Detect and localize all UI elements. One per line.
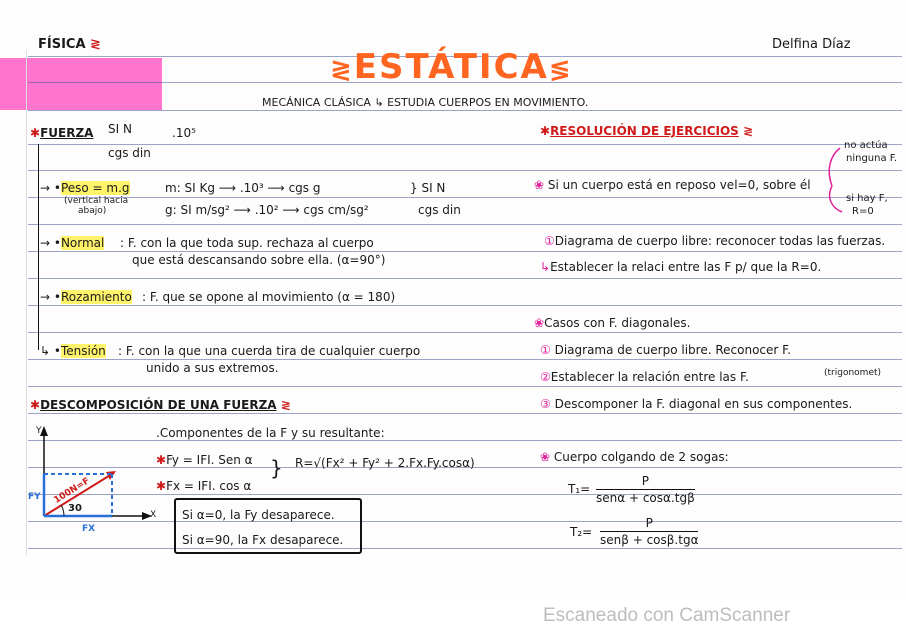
t2-fraction: P senβ + cosβ.tgα xyxy=(600,516,699,547)
condition-2: Si α=90, la Fx desaparece. xyxy=(182,533,344,547)
axis-x-label: X xyxy=(150,510,157,520)
componentes-intro: .Componentes de la F y su resultante: xyxy=(156,426,385,440)
fy-formula: ✱Fy = IFI. Sen α xyxy=(156,453,253,467)
step-2: ↳Establecer la relaci entre las F p/ que la R=0. xyxy=(540,260,822,274)
author-name: Delfina Díaz xyxy=(772,37,851,52)
peso-label: → •Peso = m.g xyxy=(40,181,130,195)
tension-label: ↳ •Tensión xyxy=(40,344,106,358)
fuerza-cgs: cgs din xyxy=(108,146,151,160)
subject-label: FÍSICA ≷ xyxy=(38,37,101,52)
r-zero: R=0 xyxy=(852,206,874,217)
fuerza-si: SI N xyxy=(108,122,132,136)
axis-y-label: Y xyxy=(36,426,42,436)
rest-line: ❀ Si un cuerpo está en reposo vel=0, sobre él xyxy=(534,178,811,192)
peso-m-line: m: SI Kg ⟶ .10³ ⟶ cgs g xyxy=(165,181,321,195)
fx-formula: ✱Fx = IFI. cos α xyxy=(156,479,252,493)
resultant-formula: R=√(Fx² + Fy² + 2.Fx.Fy.cosα) xyxy=(295,456,475,470)
fx-label: FX xyxy=(82,524,96,534)
force-label: 100N=F xyxy=(52,476,92,506)
ninguna: ninguna F. xyxy=(846,153,898,164)
cuerpo-heading: ❀ Cuerpo colgando de 2 sogas: xyxy=(540,450,729,464)
peso-si-n: } SI N xyxy=(410,181,446,195)
peso-cgs-din: cgs din xyxy=(418,203,461,217)
resolucion-heading: ✱RESOLUCIÓN DE EJERCICIOS ≷ xyxy=(540,124,754,138)
descomposicion-heading: ✱DESCOMPOSICIÓN DE UNA FUERZA ≷ xyxy=(30,398,291,412)
tension-line-2: unido a sus extremos. xyxy=(146,361,279,375)
fuerza-heading: ✱FUERZA xyxy=(30,126,94,140)
angle-label: 30 xyxy=(68,503,82,514)
casos-heading: ❀Casos con F. diagonales. xyxy=(534,316,691,330)
step-1: ①Diagrama de cuerpo libre: reconocer todas las fuerzas. xyxy=(544,234,886,248)
casos-step-3: ③ Descomponer la F. diagonal en sus componentes. xyxy=(540,397,853,411)
watermark: Escaneado con CamScanner xyxy=(543,605,791,626)
peso-note-2: abajo) xyxy=(78,206,107,216)
trigonometry-note: (trigonomet) xyxy=(824,368,882,378)
peso-g-line: g: SI m/sg² ⟶ .10² ⟶ cgs cm/sg² xyxy=(165,203,369,217)
condition-1: Si α=0, la Fy desaparece. xyxy=(182,508,335,522)
peso-note-1: (vertical hacia xyxy=(64,196,129,206)
rozamiento-text: : F. que se opone al movimiento (α = 180) xyxy=(142,290,396,304)
rozamiento-label: → •Rozamiento xyxy=(40,290,132,304)
casos-step-2: ②Establecer la relación entre las F. xyxy=(540,370,749,384)
t1-fraction: P senα + cosα.tgβ xyxy=(596,474,695,505)
no-actua: no actúa xyxy=(844,140,888,151)
t2-label: T₂= xyxy=(570,525,593,539)
brace: } xyxy=(270,456,283,480)
si-hay: si hay F, xyxy=(846,193,888,204)
t1-label: T₁= xyxy=(568,482,591,496)
normal-line-1: : F. con la que toda sup. rechaza al cuerpo xyxy=(120,236,374,250)
page-title: ≷ESTÁTICA≶ xyxy=(330,47,573,87)
fuerza-exp: .10⁵ xyxy=(172,126,196,140)
tension-line-1: : F. con la que una cuerda tira de cualquier cuerpo xyxy=(118,344,421,358)
normal-label: → •Normal xyxy=(40,236,105,250)
normal-line-2: que está descansando sobre ella. (α=90°) xyxy=(132,253,386,267)
fy-label: FY xyxy=(28,492,41,502)
subtitle: MECÁNICA CLÁSICA ↳ ESTUDIA CUERPOS EN MOVIMIENTO. xyxy=(262,96,589,109)
casos-step-1: ① Diagrama de cuerpo libre. Reconocer F. xyxy=(540,343,791,357)
